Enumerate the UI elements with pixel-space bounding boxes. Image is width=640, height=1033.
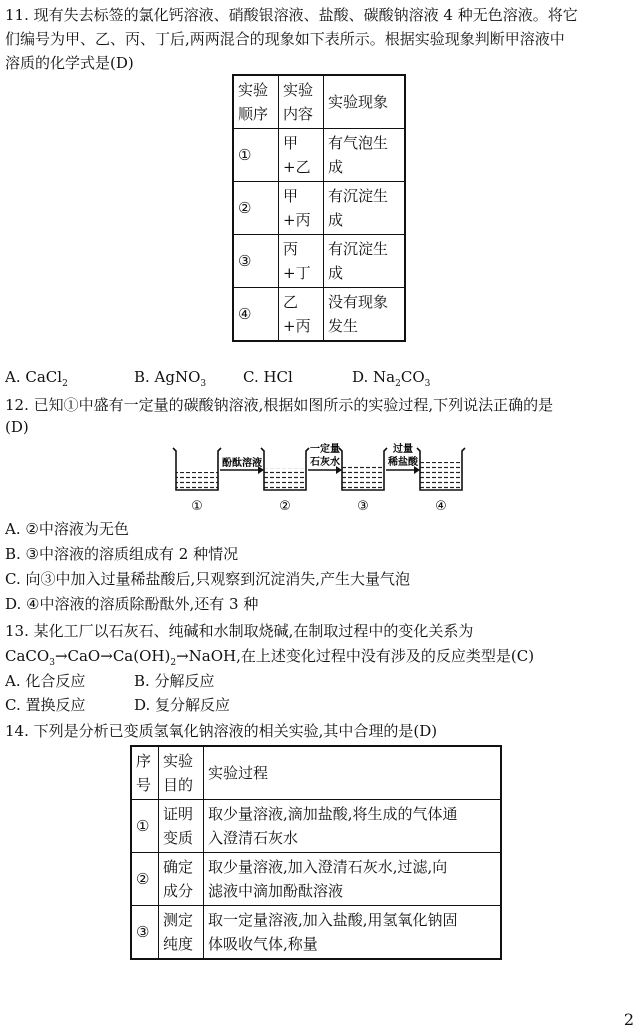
q13-option-d: D. 复分解反应 <box>134 696 231 714</box>
q12-option-d: D. ④中溶液的溶质除酚酞外,还有 3 种 <box>5 595 259 613</box>
beaker-1-label: ① <box>191 499 203 514</box>
q11-line1: 11. 现有失去标签的氯化钙溶液、硝酸银溶液、盐酸、碳酸钠溶液 4 种无色溶液。将它 <box>5 6 578 24</box>
q11-row3-order: ③ <box>233 235 279 288</box>
q11-row4-order: ④ <box>233 288 279 342</box>
q12-beaker-diagram <box>168 440 488 516</box>
q14-table <box>130 745 502 960</box>
beaker-2 <box>261 448 309 490</box>
q14-row3-process: 取一定量溶液,加入盐酸,用氢氧化钠固 体吸收气体,称量 <box>204 906 502 960</box>
q13-reaction-chain: $CaCO_3\to CaO\to Ca(OH)_2\to NaOH$,在上述变化过程中没有涉及的反应类型是(C) <box>5 647 535 668</box>
q11-row1-content: 甲+乙 <box>279 129 324 182</box>
q11-option-c: C. HCl <box>243 368 293 386</box>
beaker-4-label: ④ <box>435 499 447 514</box>
q11-row4-phenomenon: 没有现象发生 <box>324 288 406 342</box>
q14-row2-process: 取少量溶液,加入澄清石灰水,过滤,向 滤液中滴加酚酞溶液 <box>204 853 502 906</box>
q11-option-a: A. CaCl$_2$ <box>5 368 68 389</box>
q11-row4-content: 乙+丙 <box>279 288 324 342</box>
q14-row1-process: 取少量溶液,滴加盐酸,将生成的气体通 入澄清石灰水 <box>204 800 502 853</box>
arrow-1-label: 酚酞溶液 <box>222 458 262 469</box>
q11-row2-phenomenon: 有沉淀生成 <box>324 182 406 235</box>
arrow-3-label-bottom: 稀盐酸 <box>388 457 418 468</box>
arrow-3-label-top: 过量 <box>393 444 413 455</box>
q14-row3-number: ③ <box>131 906 159 960</box>
q11-header-phenomenon: 实验现象 <box>324 75 406 129</box>
table-row <box>233 129 405 182</box>
q11-line3: 溶质的化学式是(D) <box>5 54 134 72</box>
table-row <box>131 853 501 906</box>
table-row <box>233 182 405 235</box>
q14-row2-purpose: 确定成分 <box>159 853 204 906</box>
beaker-1 <box>173 448 221 490</box>
arrow-icon: → <box>54 647 68 665</box>
q13-line1: 13. 某化工厂以石灰石、纯碱和水制取烧碱,在制取过程中的变化关系为 <box>5 622 474 640</box>
q12-line2: (D) <box>5 418 29 436</box>
q11-row1-order: ① <box>233 129 279 182</box>
q11-header-order: 实验顺序 <box>233 75 279 129</box>
q14-header-number: 序号 <box>131 746 159 800</box>
table-row <box>131 800 501 853</box>
beaker-3-label: ③ <box>357 499 369 514</box>
q11-option-d: D. $Na_2CO_3$ <box>352 368 431 389</box>
q14-table-header <box>131 746 501 800</box>
q12-option-a: A. ②中溶液为无色 <box>5 520 129 538</box>
q12-option-c: C. 向③中加入过量稀盐酸后,只观察到沉淀消失,产生大量气泡 <box>5 570 411 588</box>
arrow-icon: → <box>176 647 189 665</box>
q13-option-c: C. 置换反应 <box>5 696 86 714</box>
q13-option-b: B. 分解反应 <box>134 672 215 690</box>
q11-row3-content: 丙+丁 <box>279 235 324 288</box>
beaker-3 <box>339 448 387 490</box>
q11-option-b: B. AgNO$_3$ <box>134 368 207 389</box>
arrow-2-label-top: 一定量 <box>310 444 340 455</box>
q11-line2: 们编号为甲、乙、丙、丁后,两两混合的现象如下表所示。根据实验现象判断甲溶液中 <box>5 30 565 48</box>
table-row <box>131 906 501 960</box>
q14-header-process: 实验过程 <box>204 746 502 800</box>
q11-table <box>232 74 406 342</box>
q14-row1-purpose: 证明变质 <box>159 800 204 853</box>
table-row <box>233 288 405 342</box>
q14-header-purpose: 实验目的 <box>159 746 204 800</box>
q14-row2-number: ② <box>131 853 159 906</box>
q14-row1-number: ① <box>131 800 159 853</box>
q11-row2-content: 甲+丙 <box>279 182 324 235</box>
q11-row1-phenomenon: 有气泡生成 <box>324 129 406 182</box>
q14-line1: 14. 下列是分析已变质氢氧化钠溶液的相关实验,其中合理的是(D) <box>5 722 438 740</box>
beaker-4 <box>417 448 465 490</box>
arrow-icon: → <box>100 647 113 665</box>
q11-table-header <box>233 75 405 129</box>
beaker-2-label: ② <box>279 499 291 514</box>
table-row <box>233 235 405 288</box>
page-number: 2 <box>623 1010 634 1029</box>
q12-option-b: B. ③中溶液的溶质组成有 2 种情况 <box>5 545 239 563</box>
q12-line1: 12. 已知①中盛有一定量的碳酸钠溶液,根据如图所示的实验过程,下列说法正确的是 <box>5 396 554 414</box>
q11-header-content: 实验内容 <box>279 75 324 129</box>
q11-row2-order: ② <box>233 182 279 235</box>
q14-row3-purpose: 测定纯度 <box>159 906 204 960</box>
arrow-2-label-bottom: 石灰水 <box>310 457 340 468</box>
q11-row3-phenomenon: 有沉淀生成 <box>324 235 406 288</box>
q13-option-a: A. 化合反应 <box>5 672 86 690</box>
